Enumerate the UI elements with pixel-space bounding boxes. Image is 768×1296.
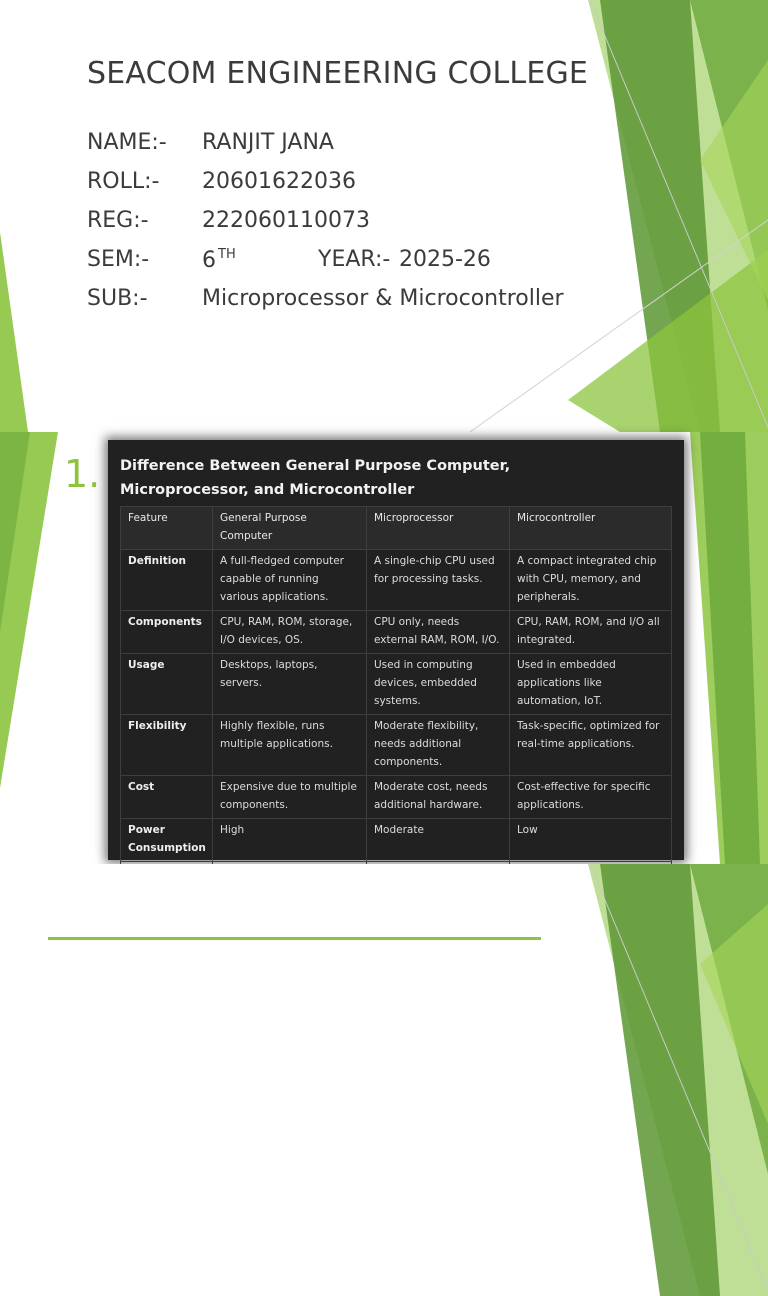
column-header: Microprocessor	[367, 507, 510, 550]
table-cell: Used in computing devices, embedded systems.	[367, 654, 510, 715]
table-cell: A full-fledged computer capable of running various applications.	[213, 550, 367, 611]
table-cell: Task-specific, optimized for real-time applications.	[510, 715, 672, 776]
table-screenshot	[108, 440, 684, 860]
reg-label: REG:-	[87, 208, 149, 233]
table-cell: High	[213, 819, 367, 862]
table-cell: A compact integrated chip with CPU, memory, and peripherals.	[510, 550, 672, 611]
roll-label: ROLL:-	[87, 169, 160, 194]
name-value: RANJIT JANA	[202, 130, 334, 155]
sem-label: SEM:-	[87, 247, 150, 272]
next-slide-partial	[0, 864, 768, 1024]
table-row	[121, 715, 672, 776]
table-cell: Desktops, laptops, servers.	[213, 654, 367, 715]
feature-cell: Flexibility	[121, 715, 213, 776]
table-cell: Highly flexible, runs multiple applications.	[213, 715, 367, 776]
table-cell: Moderate cost, needs additional hardware.	[367, 776, 510, 819]
table-cell: CPU only, needs external RAM, ROM, I/O.	[367, 611, 510, 654]
name-label: NAME:-	[87, 130, 167, 155]
column-header: Feature	[121, 507, 213, 550]
table-cell: Low	[510, 819, 672, 862]
title-slide	[0, 0, 768, 432]
slide-number: 1.	[64, 452, 101, 496]
year-value: 2025-26	[399, 247, 491, 272]
table-cell: Moderate flexibility, needs additional components.	[367, 715, 510, 776]
table-cell: A single-chip CPU used for processing tasks.	[367, 550, 510, 611]
subject-value: Microprocessor & Microcontroller	[202, 286, 564, 311]
feature-cell: Usage	[121, 654, 213, 715]
table-cell: Used in embedded applications like automation, IoT.	[510, 654, 672, 715]
green-facet-decoration	[0, 864, 768, 1296]
title-underline	[48, 937, 541, 940]
comparison-table	[120, 506, 672, 905]
college-title: SEACOM ENGINEERING COLLEGE	[87, 56, 589, 91]
table-row	[121, 654, 672, 715]
table-row	[121, 776, 672, 819]
year-label: YEAR:-	[318, 247, 391, 272]
table-cell: Cost-effective for specific applications.	[510, 776, 672, 819]
table-heading: Difference Between General Purpose Computer, Microprocessor, and Microcontroller	[120, 458, 511, 498]
table-cell: CPU, RAM, ROM, and I/O all integrated.	[510, 611, 672, 654]
feature-cell: Cost	[121, 776, 213, 819]
sem-value-group	[202, 247, 236, 273]
column-header: General Purpose Computer	[213, 507, 367, 550]
feature-cell: Power Consumption	[121, 819, 213, 862]
sem-suffix: TH	[218, 247, 236, 262]
roll-value: 20601622036	[202, 169, 356, 194]
table-row	[121, 611, 672, 654]
sem-value: 6	[202, 248, 216, 273]
reg-value: 222060110073	[202, 208, 370, 233]
comparison-slide	[0, 432, 768, 864]
table-cell: Moderate	[367, 819, 510, 862]
table-header-row	[121, 507, 672, 550]
subject-label: SUB:-	[87, 286, 148, 311]
feature-cell: Definition	[121, 550, 213, 611]
column-header: Microcontroller	[510, 507, 672, 550]
table-row	[121, 819, 672, 862]
table-cell: Expensive due to multiple components.	[213, 776, 367, 819]
table-cell: CPU, RAM, ROM, storage, I/O devices, OS.	[213, 611, 367, 654]
feature-cell: Components	[121, 611, 213, 654]
table-row	[121, 550, 672, 611]
